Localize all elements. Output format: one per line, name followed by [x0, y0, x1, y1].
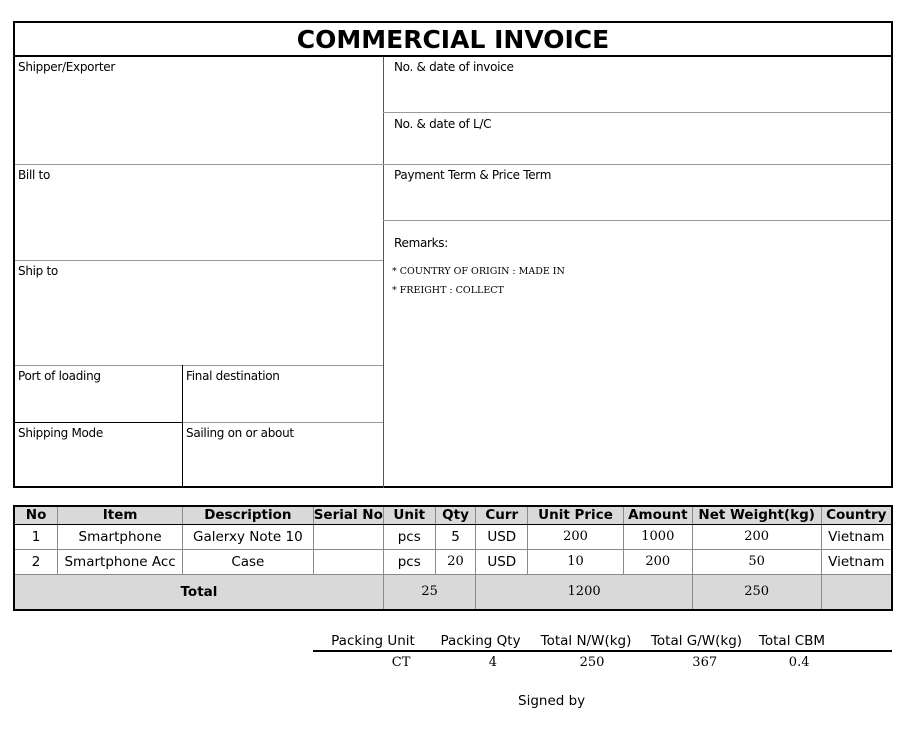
divider — [383, 220, 891, 221]
column-header: Amount — [623, 506, 692, 524]
cell-curr: USD — [476, 524, 528, 549]
page-title: COMMERCIAL INVOICE — [15, 23, 891, 57]
packing-value: 0.4 — [788, 655, 810, 670]
packing-header: Total CBM — [758, 633, 826, 649]
cell-net-weight: 50 — [692, 549, 821, 574]
cell-no: 1 — [14, 524, 58, 549]
cell-serial — [313, 524, 383, 549]
column-header: Net Weight(kg) — [692, 506, 821, 524]
total-empty-cell — [821, 574, 892, 610]
port-of-loading-label: Port of loading — [18, 369, 101, 383]
goods-header-row — [14, 506, 892, 524]
lc-no-label: No. & date of L/C — [394, 117, 492, 131]
column-header: Unit Price — [528, 506, 624, 524]
packing-value: CT — [391, 655, 411, 670]
column-header: Serial No — [313, 506, 383, 523]
cell-country: Vietnam — [821, 549, 892, 574]
cell-country: Vietnam — [821, 524, 892, 549]
packing-values-row: CT 4 250 367 0.4 — [313, 652, 892, 676]
packing-header-row — [313, 630, 892, 652]
cell-qty: 5 — [435, 524, 476, 549]
column-header: Curr — [476, 506, 528, 524]
packing-value: 250 — [579, 655, 605, 670]
final-destination-label: Final destination — [186, 369, 280, 383]
total-qty: 25 — [383, 574, 476, 610]
cell-qty: 20 — [435, 549, 476, 574]
packing-header: Packing Qty — [440, 633, 521, 649]
cell-no: 2 — [14, 549, 58, 574]
column-header: Item — [58, 506, 183, 524]
table-row — [14, 549, 892, 574]
cell-amount: 200 — [623, 549, 692, 574]
column-header: Country — [821, 506, 892, 524]
shipper-label: Shipper/Exporter — [18, 60, 115, 74]
cell-item: Smartphone Acc — [58, 549, 183, 574]
bill-to-label: Bill to — [18, 168, 50, 182]
packing-header: Packing Unit — [331, 633, 415, 649]
cell-unit-price: 200 — [528, 524, 624, 549]
cell-serial — [313, 549, 383, 574]
cell-amount: 1000 — [623, 524, 692, 549]
total-amount: 1200 — [476, 574, 692, 610]
divider — [383, 112, 891, 113]
cell-item: Smartphone — [58, 524, 183, 549]
cell-unit: pcs — [383, 549, 435, 574]
signed-by-label: Signed by — [518, 693, 586, 709]
total-label: Total — [14, 574, 383, 610]
total-weight: 250 — [692, 574, 821, 610]
ship-to-label: Ship to — [18, 264, 58, 278]
divider — [15, 164, 383, 165]
goods-table — [13, 505, 893, 611]
column-header: No — [14, 506, 58, 524]
column-header: Qty — [435, 506, 476, 524]
cell-unit: pcs — [383, 524, 435, 549]
remark-origin: * COUNTRY OF ORIGIN : MADE IN — [392, 266, 565, 277]
table-row — [14, 524, 892, 549]
invoice-header-frame — [13, 21, 893, 488]
invoice-no-label: No. & date of invoice — [394, 60, 514, 74]
remark-freight: * FREIGHT : COLLECT — [392, 285, 504, 296]
cell-description: Galerxy Note 10 — [183, 524, 314, 549]
packing-header: Total N/W(kg) — [540, 633, 632, 649]
cell-description: Case — [183, 549, 314, 574]
shipping-mode-label: Shipping Mode — [18, 426, 103, 440]
column-header: Description — [183, 506, 314, 524]
cell-net-weight: 200 — [692, 524, 821, 549]
sailing-label: Sailing on or about — [186, 426, 294, 440]
total-row — [14, 574, 892, 610]
cell-unit-price: 10 — [528, 549, 624, 574]
column-header: Unit — [383, 506, 435, 524]
packing-header: Total G/W(kg) — [650, 633, 743, 649]
divider — [15, 260, 383, 261]
payment-term-label: Payment Term & Price Term — [394, 168, 552, 182]
column-divider — [383, 57, 384, 488]
remarks-label: Remarks: — [394, 236, 449, 250]
packing-summary — [313, 630, 892, 676]
cell-curr: USD — [476, 549, 528, 574]
